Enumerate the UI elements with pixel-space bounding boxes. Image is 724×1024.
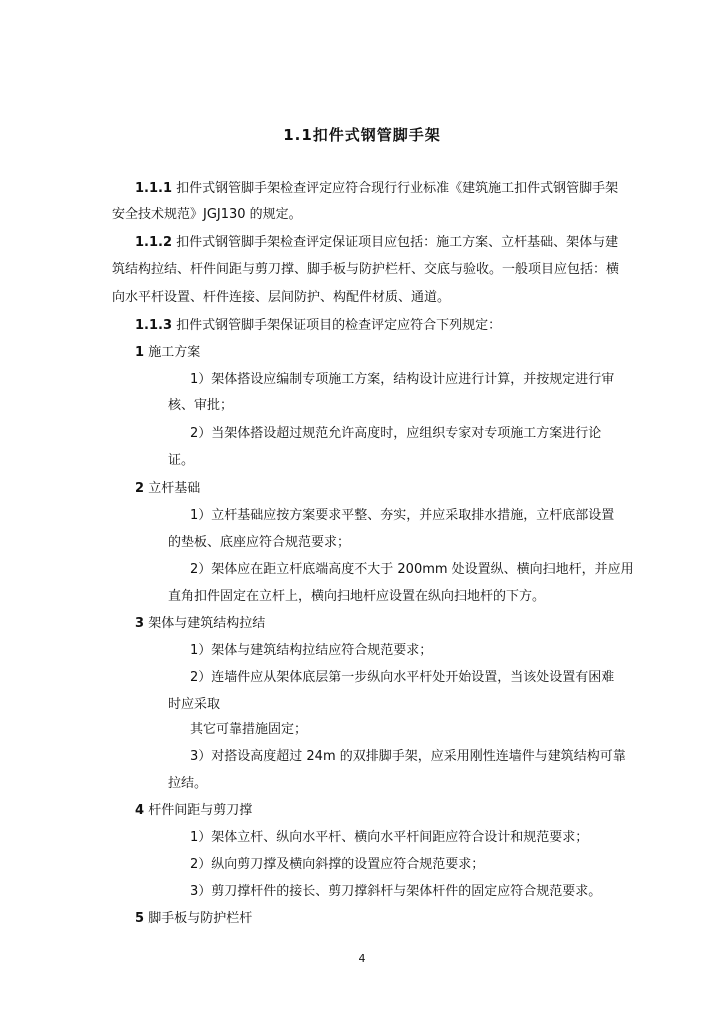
- item-5-heading: [135, 911, 252, 927]
- item-number: 1: [135, 345, 145, 360]
- item-heading-text: 杆件间距与剪刀撑: [148, 803, 253, 818]
- clause-text: 扣件式钢管脚手架检查评定保证项目应包括：施工方案、立杆基础、架体与建: [176, 235, 619, 250]
- item-2-para-2-line-1: 2）架体应在距立杆底端高度不大于 200mm 处设置纵、横向扫地杆，并应用: [190, 562, 634, 577]
- item-number: 5: [135, 911, 145, 926]
- item-heading-text: 施工方案: [148, 345, 201, 360]
- item-number: 3: [135, 616, 145, 631]
- item-3-para-1-line-1: 1）架体与建筑结构拉结应符合规范要求；: [190, 643, 433, 658]
- item-1-heading: [135, 345, 200, 361]
- clause-number: 1.1.3: [135, 318, 173, 333]
- clause-1-1-1-line-2: 安全技术规范》JGJ130 的规定。: [112, 207, 302, 222]
- item-4-heading: [135, 803, 252, 819]
- item-3-para-2-line-1: 2）连墙件应从架体底层第一步纵向水平杆处开始设置，当该处设置有困难: [190, 670, 615, 685]
- item-2-para-2-line-2: 直角扣件固定在立杆上，横向扫地杆应设置在纵向扫地杆的下方。: [168, 589, 546, 604]
- clause-1-1-2-line-3: 向水平杆设置、杆件连接、层间防护、构配件材质、通道。: [112, 290, 451, 305]
- clause-1-1-3-line-1: [135, 318, 501, 334]
- item-4-para-2-line-1: 2）纵向剪刀撑及横向斜撑的设置应符合规范要求；: [190, 857, 485, 872]
- item-3-heading: [135, 616, 265, 632]
- item-4-para-3-line-1: 3）剪刀撑杆件的接长、剪刀撑斜杆与架体杆件的固定应符合规范要求。: [190, 884, 602, 899]
- item-2-para-1-line-1: 1）立杆基础应按方案要求平整、夯实，并应采取排水措施，立杆底部设置: [190, 508, 615, 523]
- clause-number: 1.1.2: [135, 235, 173, 250]
- item-heading-text: 架体与建筑结构拉结: [148, 616, 266, 631]
- item-3-para-3-line-2: 拉结。: [168, 776, 208, 791]
- clause-1-1-2-line-2: 筑结构拉结、杆件间距与剪刀撑、脚手板与防护栏杆、交底与验收。一般项目应包括：横: [112, 262, 620, 277]
- item-heading-text: 脚手板与防护栏杆: [148, 911, 253, 926]
- clause-1-1-2-line-1: [135, 235, 618, 251]
- clause-number: 1.1.1: [135, 181, 173, 196]
- item-1-para-1-line-2: 核、审批；: [168, 398, 234, 413]
- item-number: 2: [135, 481, 145, 496]
- item-number: 4: [135, 803, 145, 818]
- section-title: 1.1扣件式钢管脚手架: [283, 126, 441, 144]
- item-2-para-1-line-2: 的垫板、底座应符合规范要求；: [168, 535, 351, 550]
- item-heading-text: 立杆基础: [148, 481, 201, 496]
- page-number: 4: [358, 952, 366, 965]
- item-3-para-3-line-1: 3）对搭设高度超过 24m 的双排脚手架，应采用刚性连墙件与建筑结构可靠: [190, 749, 626, 764]
- item-1-para-2-line-1: 2）当架体搭设超过规范允许高度时，应组织专家对专项施工方案进行论: [190, 426, 602, 441]
- item-2-heading: [135, 481, 200, 497]
- item-3-para-2-line-3: 其它可靠措施固定；: [190, 722, 308, 737]
- item-4-para-1-line-1: 1）架体立杆、纵向水平杆、横向水平杆间距应符合设计和规范要求；: [190, 830, 589, 845]
- item-3-para-2-line-2: 时应采取: [168, 697, 221, 712]
- clause-text: 扣件式钢管脚手架保证项目的检查评定应符合下列规定：: [176, 318, 502, 333]
- clause-text: 扣件式钢管脚手架检查评定应符合现行行业标准《建筑施工扣件式钢管脚手架: [176, 181, 619, 196]
- clause-1-1-1-line-1: [135, 181, 618, 197]
- item-1-para-2-line-2: 证。: [168, 453, 195, 468]
- item-1-para-1-line-1: 1）架体搭设应编制专项施工方案，结构设计应进行计算，并按规定进行审: [190, 372, 615, 387]
